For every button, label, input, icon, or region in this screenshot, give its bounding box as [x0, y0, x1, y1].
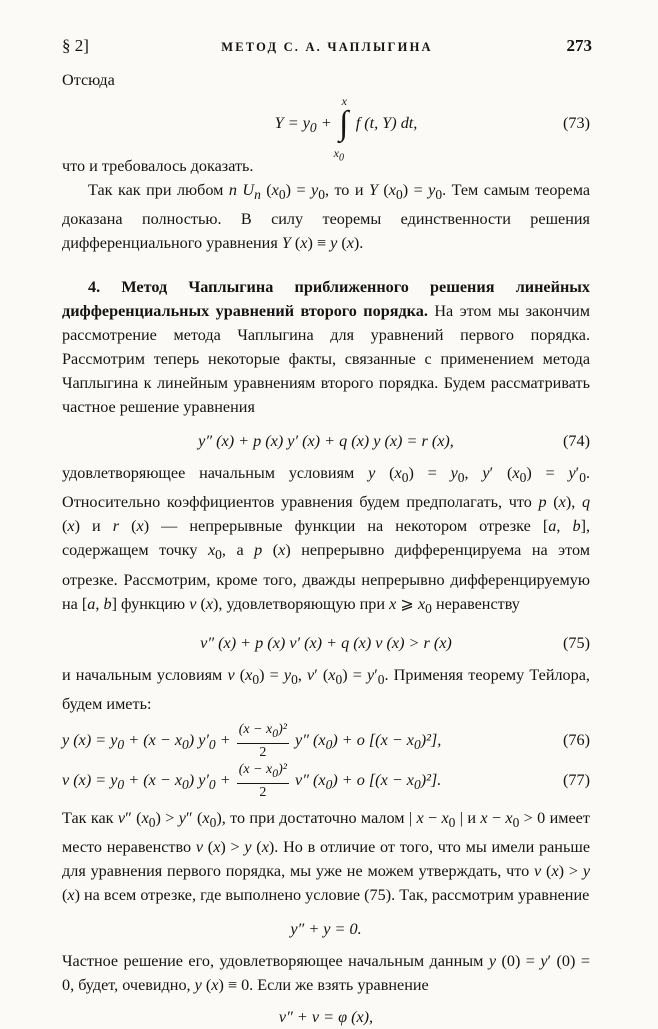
integral-sign-icon: ∫ x $x_0$	[333, 94, 349, 164]
equation-number: (74)	[563, 432, 590, 451]
equation-homogeneous: y″ + y = 0.	[290, 920, 362, 939]
equation-forced: v″ + v = φ (x),	[278, 1008, 374, 1027]
equation-74: y″ (x) + p (x) y′ (x) + q (x) y (x) = r (x), (74)	[62, 429, 590, 453]
paragraph-required: что и требовалось доказать.	[62, 157, 254, 175]
section-ref: § 2]	[62, 36, 89, 55]
paragraph-taylor: и начальным условиям v $(x_0) = y_0$, v′ $(x_0) = y'_0$. Применяя теорему Тейлора, будем иметь:	[62, 665, 590, 714]
paragraph-theorem-proved: Так как при любом n $U_n$ $(x_0) = y_0$, то и Y $(x_0) = y_0$. Тем самым теорема доказана полностью. В силу теоремы единственности решения дифференциального уравнения Y (x) ≡ y (x).	[62, 181, 591, 253]
equation-76: y $(x) = y_0 + (x - x_0) y'_0$ + $\frac{(x - x_0)^2}{2}$ y″ $(x_0) + o$ $[(x - x_0)^2]$, (76)	[62, 722, 590, 760]
paragraph-conditions: удовлетворяющее начальным условиям y $(x_0) = y_0$, y′ $(x_0) = y'_0$. Относительно коэффициентов уравнения будем предполагать, что p (x), q (x) и r (x) — непрерывные функции на некотором отрезке [a, b], содержащем точку $x_0$, а p (x) непрерывно дифференцируема на этом отрезке. Рассмотрим, кроме того, дважды непрерывно дифференцируемую на [a, b] функцию v (x), удовлетворяющую при x ⩾ $x_0$ неравенству	[62, 464, 591, 616]
equation-73: $Y = y_0$ + ∫ x $x_0$ f (t, Y) dt, (73)	[62, 92, 590, 154]
equation-77: v $(x) = y_0 + (x - x_0) y'_0$ + $\frac{(x - x_0)^2}{2}$ v″ $(x_0) + o$ $[(x - x_0)^2]$. (77)	[62, 762, 590, 800]
equation-number: (75)	[563, 633, 590, 652]
running-header	[62, 34, 592, 58]
paragraph-inequality: Так как v″ $(x_0) > y''$ $(x_0)$, то при достаточно малом | $x - x_0$ | и $x - x_0 > 0$ имеет место неравенство v (x) > y (x). Но в отличие от того, что мы имели раньше для уравнения первого порядка, мы уже не можем утверждать, что v (x) > y (x) на всем отрезке, где выполнено условие (75). Так, рассмотрим уравнение	[62, 809, 590, 905]
equation-number: (76)	[563, 731, 590, 750]
paragraph-particular-solution: Частное решение его, удовлетворяющее начальным данным y (0) = y′ (0) = 0, будет, очевидно, y (x) ≡ 0. Если же взять уравнение	[62, 952, 590, 995]
paragraph-otsyuda: Отсюда	[62, 71, 115, 89]
equation-number: (73)	[563, 114, 590, 132]
equation-number: (77)	[563, 771, 590, 790]
page-number: 273	[566, 36, 592, 55]
equation-75: v″ (x) + p (x) v′ (x) + q (x) v (x) > r (x) (75)	[62, 631, 590, 655]
running-title: МЕТОД С. А. ЧАПЛЫГИНА	[221, 40, 433, 54]
page-body	[62, 68, 590, 1029]
paragraph-section-4: 4. Метод Чаплыгина приближенного решения линейных дифференциальных уравнений второго порядка. На этом мы закончим рассмотрение метода Чаплыгина для уравнений первого порядка. Рассмотрим теперь некоторые факты, связанные с применением метода Чаплыгина к линейным уравнениям второго порядка. Будем рассматривать частное решение уравнения	[62, 278, 590, 417]
section-heading: 4. Метод Чаплыгина приближенного решения линейных дифференциальных уравнений второго порядка.	[62, 278, 590, 321]
